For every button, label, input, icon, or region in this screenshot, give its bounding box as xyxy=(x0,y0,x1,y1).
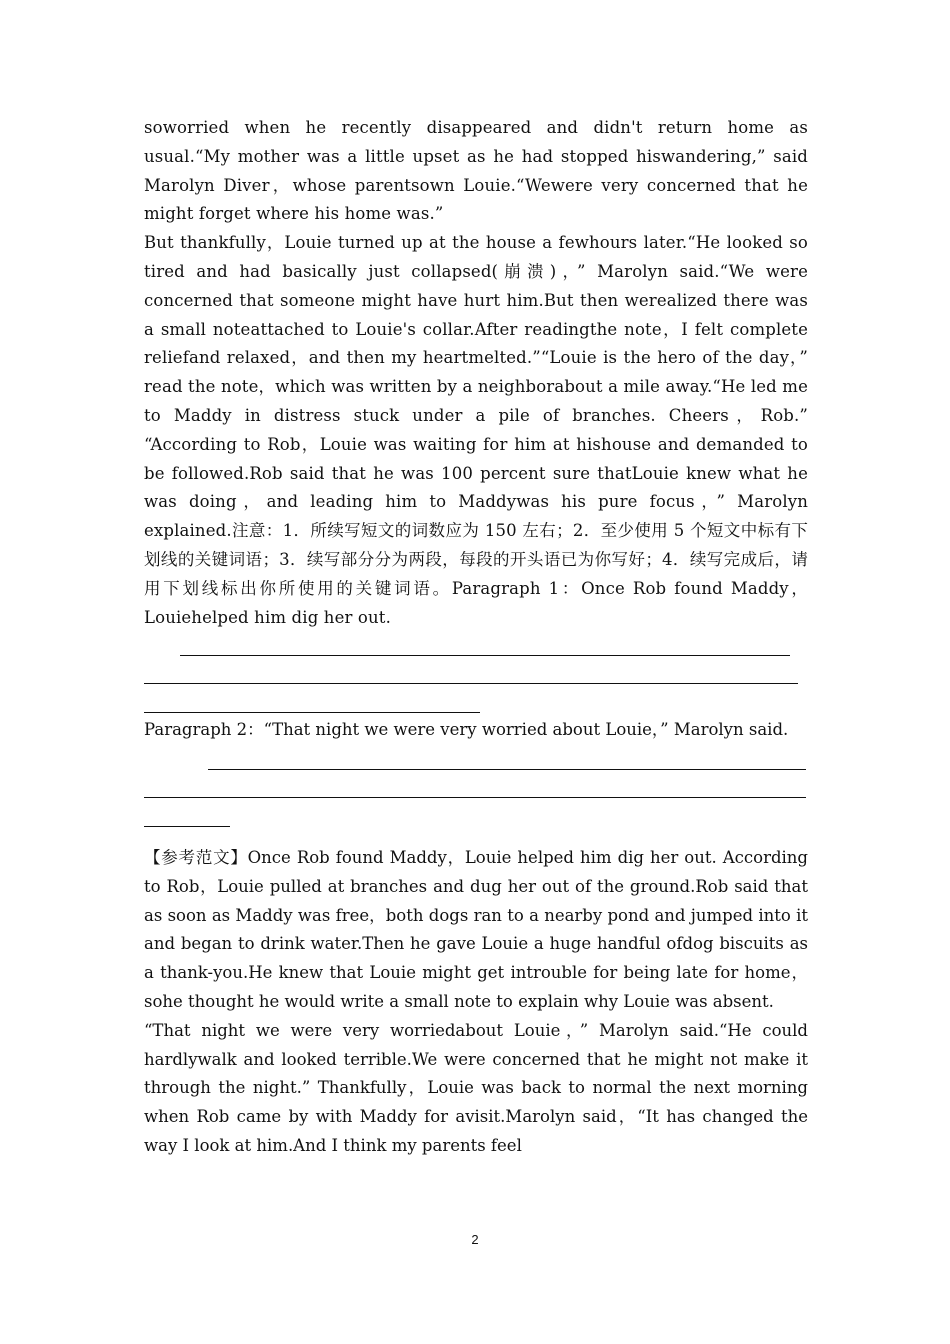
model-answer-paragraph-2: “That night we were very worriedabout Louie，” Marolyn said.“He could hardlywalk and looked terrible.We were concerned that he might not make it through the night.” Thankfully，Louie was back to normal the next morning when Rob came by with Maddy for avisit.Marolyn said，“It has changed the way I look at him.And I think my parents feel xyxy=(144,1020,808,1155)
answer-line[interactable] xyxy=(208,769,806,770)
answer-line[interactable] xyxy=(180,655,790,656)
model-answer xyxy=(144,844,808,1161)
answer-line[interactable] xyxy=(144,826,230,827)
passage-paragraph-1: soworried when he recently disappeared and didn't return home as usual.“My mother was a little upset as he had stopped hiswandering,” said Marolyn Diver，whose parentsown Louie.“Wewere very concerned that he might forget where his home was.” xyxy=(144,118,808,224)
model-answer-paragraph-1: 【参考范文】Once Rob found Maddy，Louie helped him dig her out. According to Rob，Louie pulled at branches and dug her out of the ground.Rob said that as soon as Maddy was free，both dogs ran to a nearby pond and jumped into it and began to drink water.Then he gave Louie a huge handful ofdog biscuits as a thank-you.He knew that Louie might get introuble for being late for home，sohe thought he would write a small note to explain why Louie was absent. xyxy=(144,848,808,1011)
passage xyxy=(144,114,808,632)
model-answer-label: 【参考范文】 xyxy=(144,848,248,867)
passage-paragraph-2: But thankfully，Louie turned up at the house a fewhours later.“He looked so tired and had basically just collapsed(崩溃)，” Marolyn said.“We were concerned that someone might have hurt him.But then werealized there was a small noteattached to Louie's collar.After readingthe note，I felt complete reliefand relaxed，and then my heartmelted.”“Louie is the hero of the day，” read the note，which was written by a neighborabout a mile away.“He led me to Maddy in distress stuck under a pile of branches. Cheers，Rob.” “According to Rob，Louie was waiting for him at hishouse and demanded to be followed.Rob said that he was 100 percent sure thatLouie knew what he was doing，and leading him to Maddywas his pure focus，” Marolyn explained.注意：1．所续写短文的词数应为 150 左右；2．至少使用 5 个短文中标有下划线的关键词语；3．续写部分分为两段，每段的开头语已为你写好；4．续写完成后，请用下划线标出你所使用的关键词语。Paragraph 1：Once Rob found Maddy，Louiehelped him dig her out. xyxy=(144,233,808,627)
answer-line[interactable] xyxy=(144,712,480,713)
paragraph-2-prompt: Paragraph 2：“That night we were very worried about Louie，” Marolyn said. xyxy=(144,720,789,739)
answer-line[interactable] xyxy=(144,797,806,798)
page-number: 2 xyxy=(471,1232,479,1247)
answer-line[interactable] xyxy=(144,683,798,684)
